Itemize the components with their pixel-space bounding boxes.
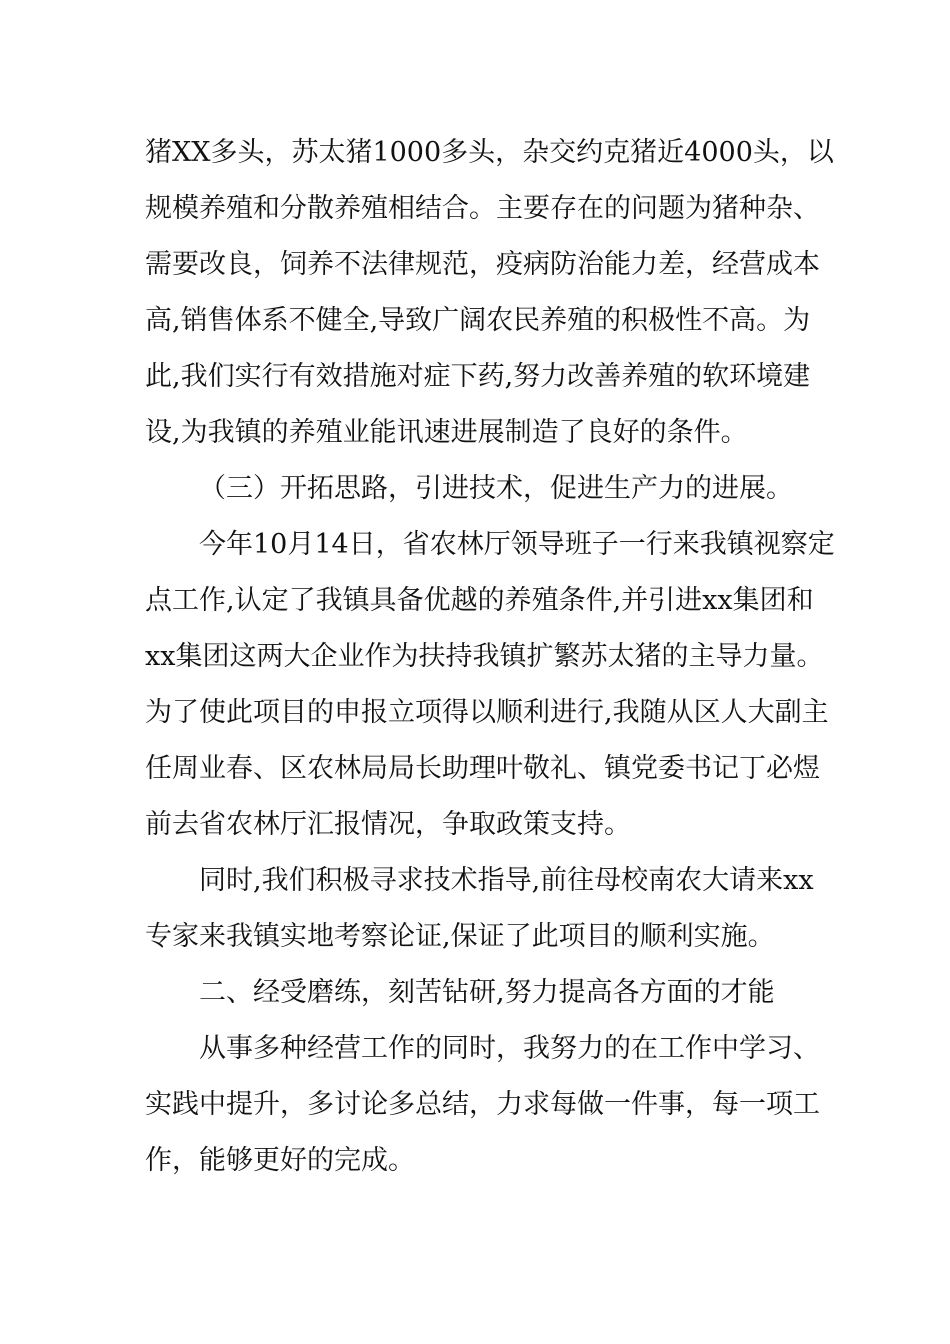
text-line: 规模养殖和分散养殖相结合。主要存在的问题为猪种杂、 xyxy=(145,193,820,224)
text-line: 需要改良，饲养不法律规范，疫病防治能力差，经营成本 xyxy=(145,249,820,280)
text-line: 设,为我镇的养殖业能讯速进展制造了良好的条件。 xyxy=(145,417,748,448)
text-line: 为了使此项目的申报立项得以顺利进行,我随从区人大副主 xyxy=(145,697,829,728)
section-heading: 二、经受磨练，刻苦钻研,努力提高各方面的才能 xyxy=(199,977,775,1008)
text-line: 专家来我镇实地考察论证,保证了此项目的顺利实施。 xyxy=(145,921,775,952)
text-line: 猪XX多头，苏太猪1000多头，杂交约克猪近4000头，以 xyxy=(145,137,834,168)
text-line: 此,我们实行有效措施对症下药,努力改善养殖的软环境建 xyxy=(145,361,811,392)
text-line: 同时,我们积极寻求技术指导,前往母校南农大请来xx xyxy=(199,865,814,896)
text-line: xx集团这两大企业作为扶持我镇扩繁苏太猪的主导力量。 xyxy=(145,641,824,672)
text-line: 前去省农林厅汇报情况，争取政策支持。 xyxy=(145,809,631,840)
text-line: 高,销售体系不健全,导致广阔农民养殖的积极性不高。为 xyxy=(145,305,811,336)
text-line: 作，能够更好的完成。 xyxy=(145,1145,415,1176)
text-line: 点工作,认定了我镇具备优越的养殖条件,并引进xx集团和 xyxy=(145,585,814,616)
section-heading: （三）开拓思路，引进技术，促进生产力的进展。 xyxy=(199,473,793,504)
text-line: 任周业春、区农林局局长助理叶敬礼、镇党委书记丁必煜 xyxy=(145,753,820,784)
text-line: 今年10月14日，省农林厅领导班子一行来我镇视察定 xyxy=(199,529,835,560)
text-line: 实践中提升，多讨论多总结，力求每做一件事，每一项工 xyxy=(145,1089,820,1120)
text-line: 从事多种经营工作的同时，我努力的在工作中学习、 xyxy=(199,1033,820,1064)
